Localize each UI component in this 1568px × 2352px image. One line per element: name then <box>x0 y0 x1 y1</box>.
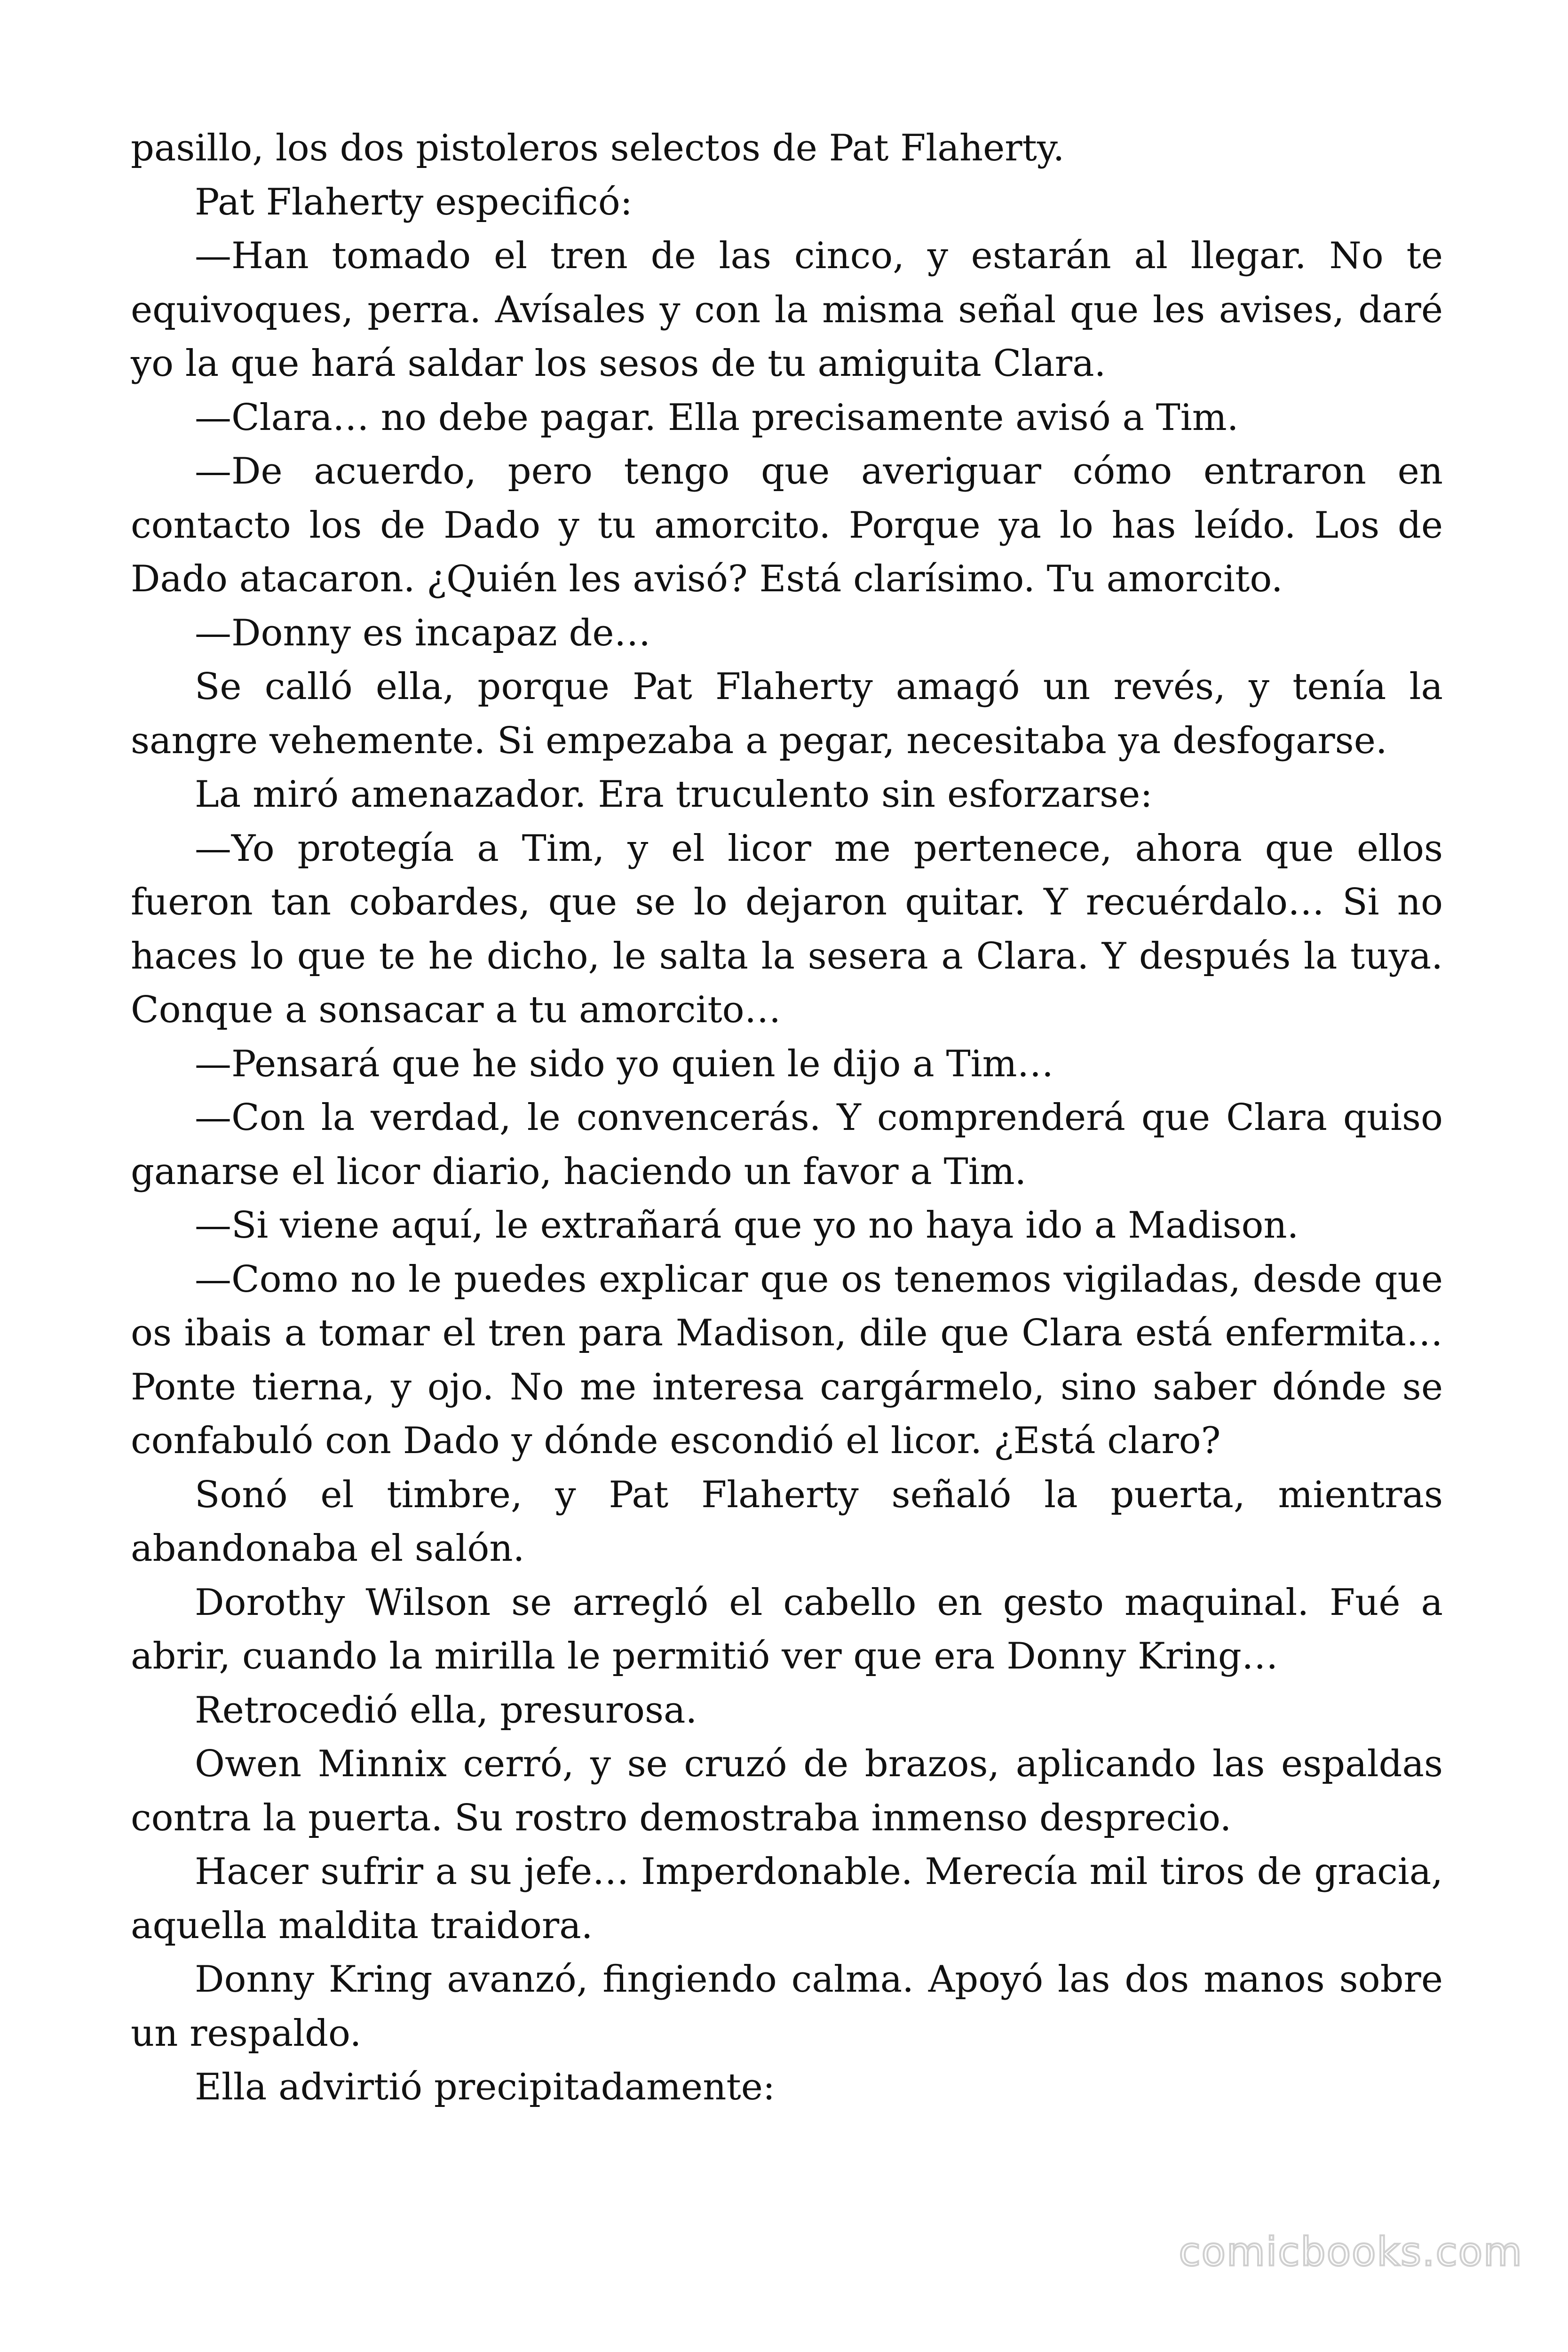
paragraph: La miró amenazador. Era truculento sin esforzarse: <box>195 773 1153 816</box>
paragraph: Dorothy Wilson se arregló el cabello en gesto maquinal. Fué a abrir, cuando la mirilla le permitió ver que era Donny Kring… <box>131 1581 1443 1677</box>
paragraph: —Yo protegía a Tim, y el licor me pertenece, ahora que ellos fueron tan cobardes, que se lo dejaron quitar. Y recuérdalo… Si no haces lo que te he dicho, le salta la sesera a Clara. Y después la tuya. Conque a sonsacar a tu amorcito… <box>131 827 1443 1031</box>
paragraph: —De acuerdo, pero tengo que averiguar cómo entraron en contacto los de Dado y tu amorcito. Porque ya lo has leído. Los de Dado atacaron. ¿Quién les avisó? Está clarísimo. Tu amorcito. <box>131 450 1443 600</box>
paragraph: Retrocedió ella, presurosa. <box>195 1689 697 1732</box>
paragraph: Pat Flaherty especificó: <box>195 181 633 223</box>
paragraph: Hacer sufrir a su jefe… Imperdonable. Merecía mil tiros de gracia, aquella maldita traidora. <box>131 1851 1443 1947</box>
paragraph: Ella advirtió precipitadamente: <box>195 2066 776 2108</box>
paragraph: —Han tomado el tren de las cinco, y estarán al llegar. No te equivoques, perra. Avísales y con la misma señal que les avises, daré yo la que hará saldar los sesos de tu amiguita Clara. <box>131 235 1443 385</box>
paragraph: Owen Minnix cerró, y se cruzó de brazos, aplicando las espaldas contra la puerta. Su rostro demostraba inmenso desprecio. <box>131 1743 1443 1839</box>
paragraph: —Si viene aquí, le extrañará que yo no haya ido a Madison. <box>195 1204 1299 1247</box>
paragraph: Donny Kring avanzó, fingiendo calma. Apoyó las dos manos sobre un respaldo. <box>131 1958 1443 2055</box>
paragraph: Se calló ella, porque Pat Flaherty amagó un revés, y tenía la sangre vehemente. Si empezaba a pegar, necesitaba ya desfogarse. <box>131 666 1443 762</box>
paragraph: —Con la verdad, le convencerás. Y comprenderá que Clara quiso ganarse el licor diario, haciendo un favor a Tim. <box>131 1097 1443 1193</box>
paragraph: —Como no le puedes explicar que os tenemos vigiladas, desde que os ibais a tomar el tren para Madison, dile que Clara está enfermita… Ponte tierna, y ojo. No me interesa cargármelo, sino saber dónde se confabuló con Dado y dónde escondió el licor. ¿Está claro? <box>131 1258 1443 1462</box>
paragraph: —Clara… no debe pagar. Ella precisamente avisó a Tim. <box>195 396 1239 439</box>
paragraph: Sonó el timbre, y Pat Flaherty señaló la puerta, mientras abandonaba el salón. <box>131 1473 1443 1570</box>
watermark: comicbooks.com <box>1179 2229 1523 2275</box>
paragraph: —Donny es incapaz de… <box>195 612 651 654</box>
paragraph: pasillo, los dos pistoleros selectos de Pat Flaherty. <box>131 127 1065 169</box>
page-text <box>131 121 1443 2114</box>
paragraph: —Pensará que he sido yo quien le dijo a Tim… <box>195 1042 1054 1085</box>
